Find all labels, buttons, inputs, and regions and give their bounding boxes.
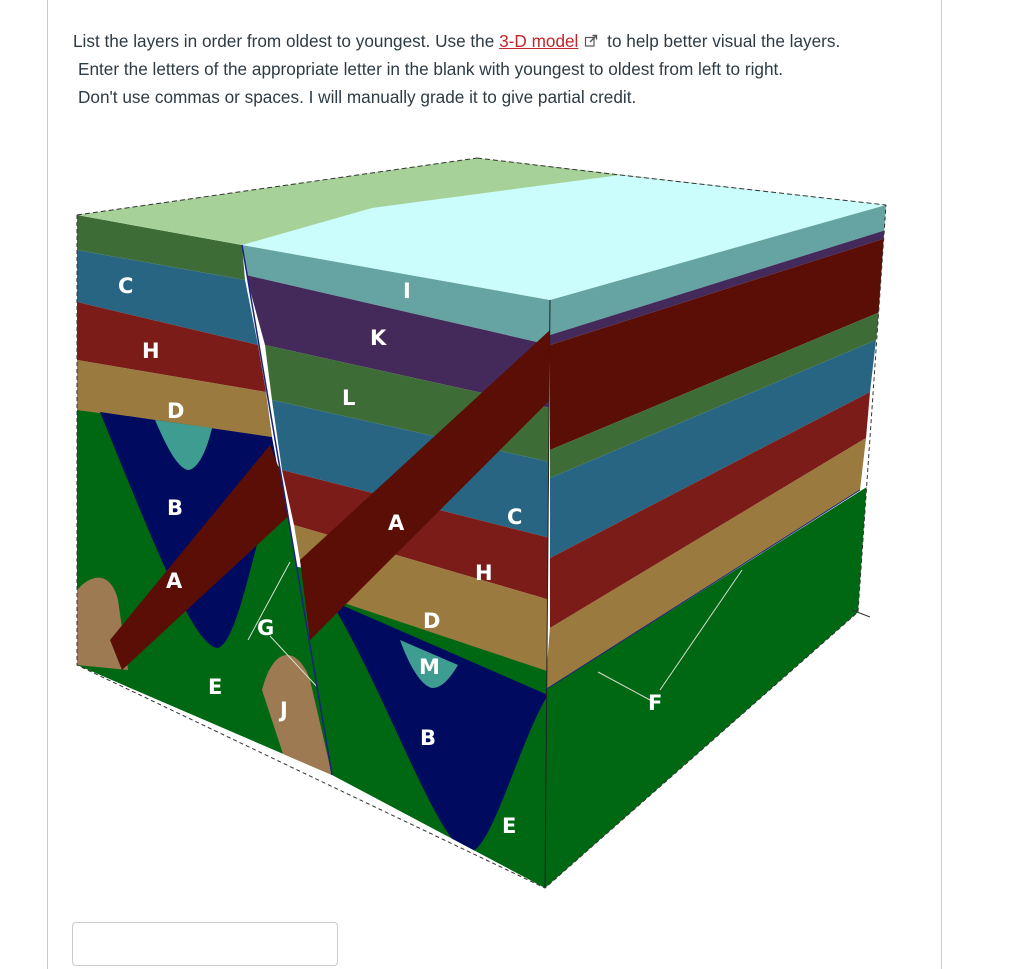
label-mid-A: A xyxy=(388,511,405,535)
label-J: J xyxy=(280,698,288,722)
label-mid-B: B xyxy=(420,726,437,750)
label-right-C: C xyxy=(507,505,523,529)
label-mid-D: D xyxy=(423,609,441,633)
content-border-left xyxy=(47,0,48,969)
label-G: G xyxy=(257,616,275,640)
label-left-A: A xyxy=(166,569,183,593)
label-left-C: C xyxy=(118,274,134,298)
label-left-D: D xyxy=(167,399,185,423)
external-link-icon xyxy=(584,34,598,48)
right-face xyxy=(545,205,886,895)
3d-model-link[interactable]: 3-D model xyxy=(499,31,579,51)
label-I: I xyxy=(403,279,411,303)
label-left-H: H xyxy=(142,339,160,363)
label-K: K xyxy=(370,326,387,350)
label-M: M xyxy=(419,655,440,679)
question-line-3: Don't use commas or spaces. I will manually grade it to give partial credit. xyxy=(78,87,637,107)
question-line-1: List the layers in order from oldest to youngest. Use the 3-D model to help better visual the layers. xyxy=(73,31,841,51)
label-left-B: B xyxy=(167,496,184,520)
geologic-block-diagram xyxy=(70,150,950,895)
label-left-E: E xyxy=(208,675,223,699)
question-line-2: Enter the letters of the appropriate letter in the blank with youngest to oldest from left to right. xyxy=(78,59,784,79)
answer-input[interactable] xyxy=(72,922,338,966)
label-right-E: E xyxy=(502,814,517,838)
label-right-H: H xyxy=(475,561,493,585)
label-L: L xyxy=(342,386,356,410)
block-diagram-figure xyxy=(70,150,950,895)
label-F: F xyxy=(648,691,663,715)
question-text xyxy=(73,27,933,111)
